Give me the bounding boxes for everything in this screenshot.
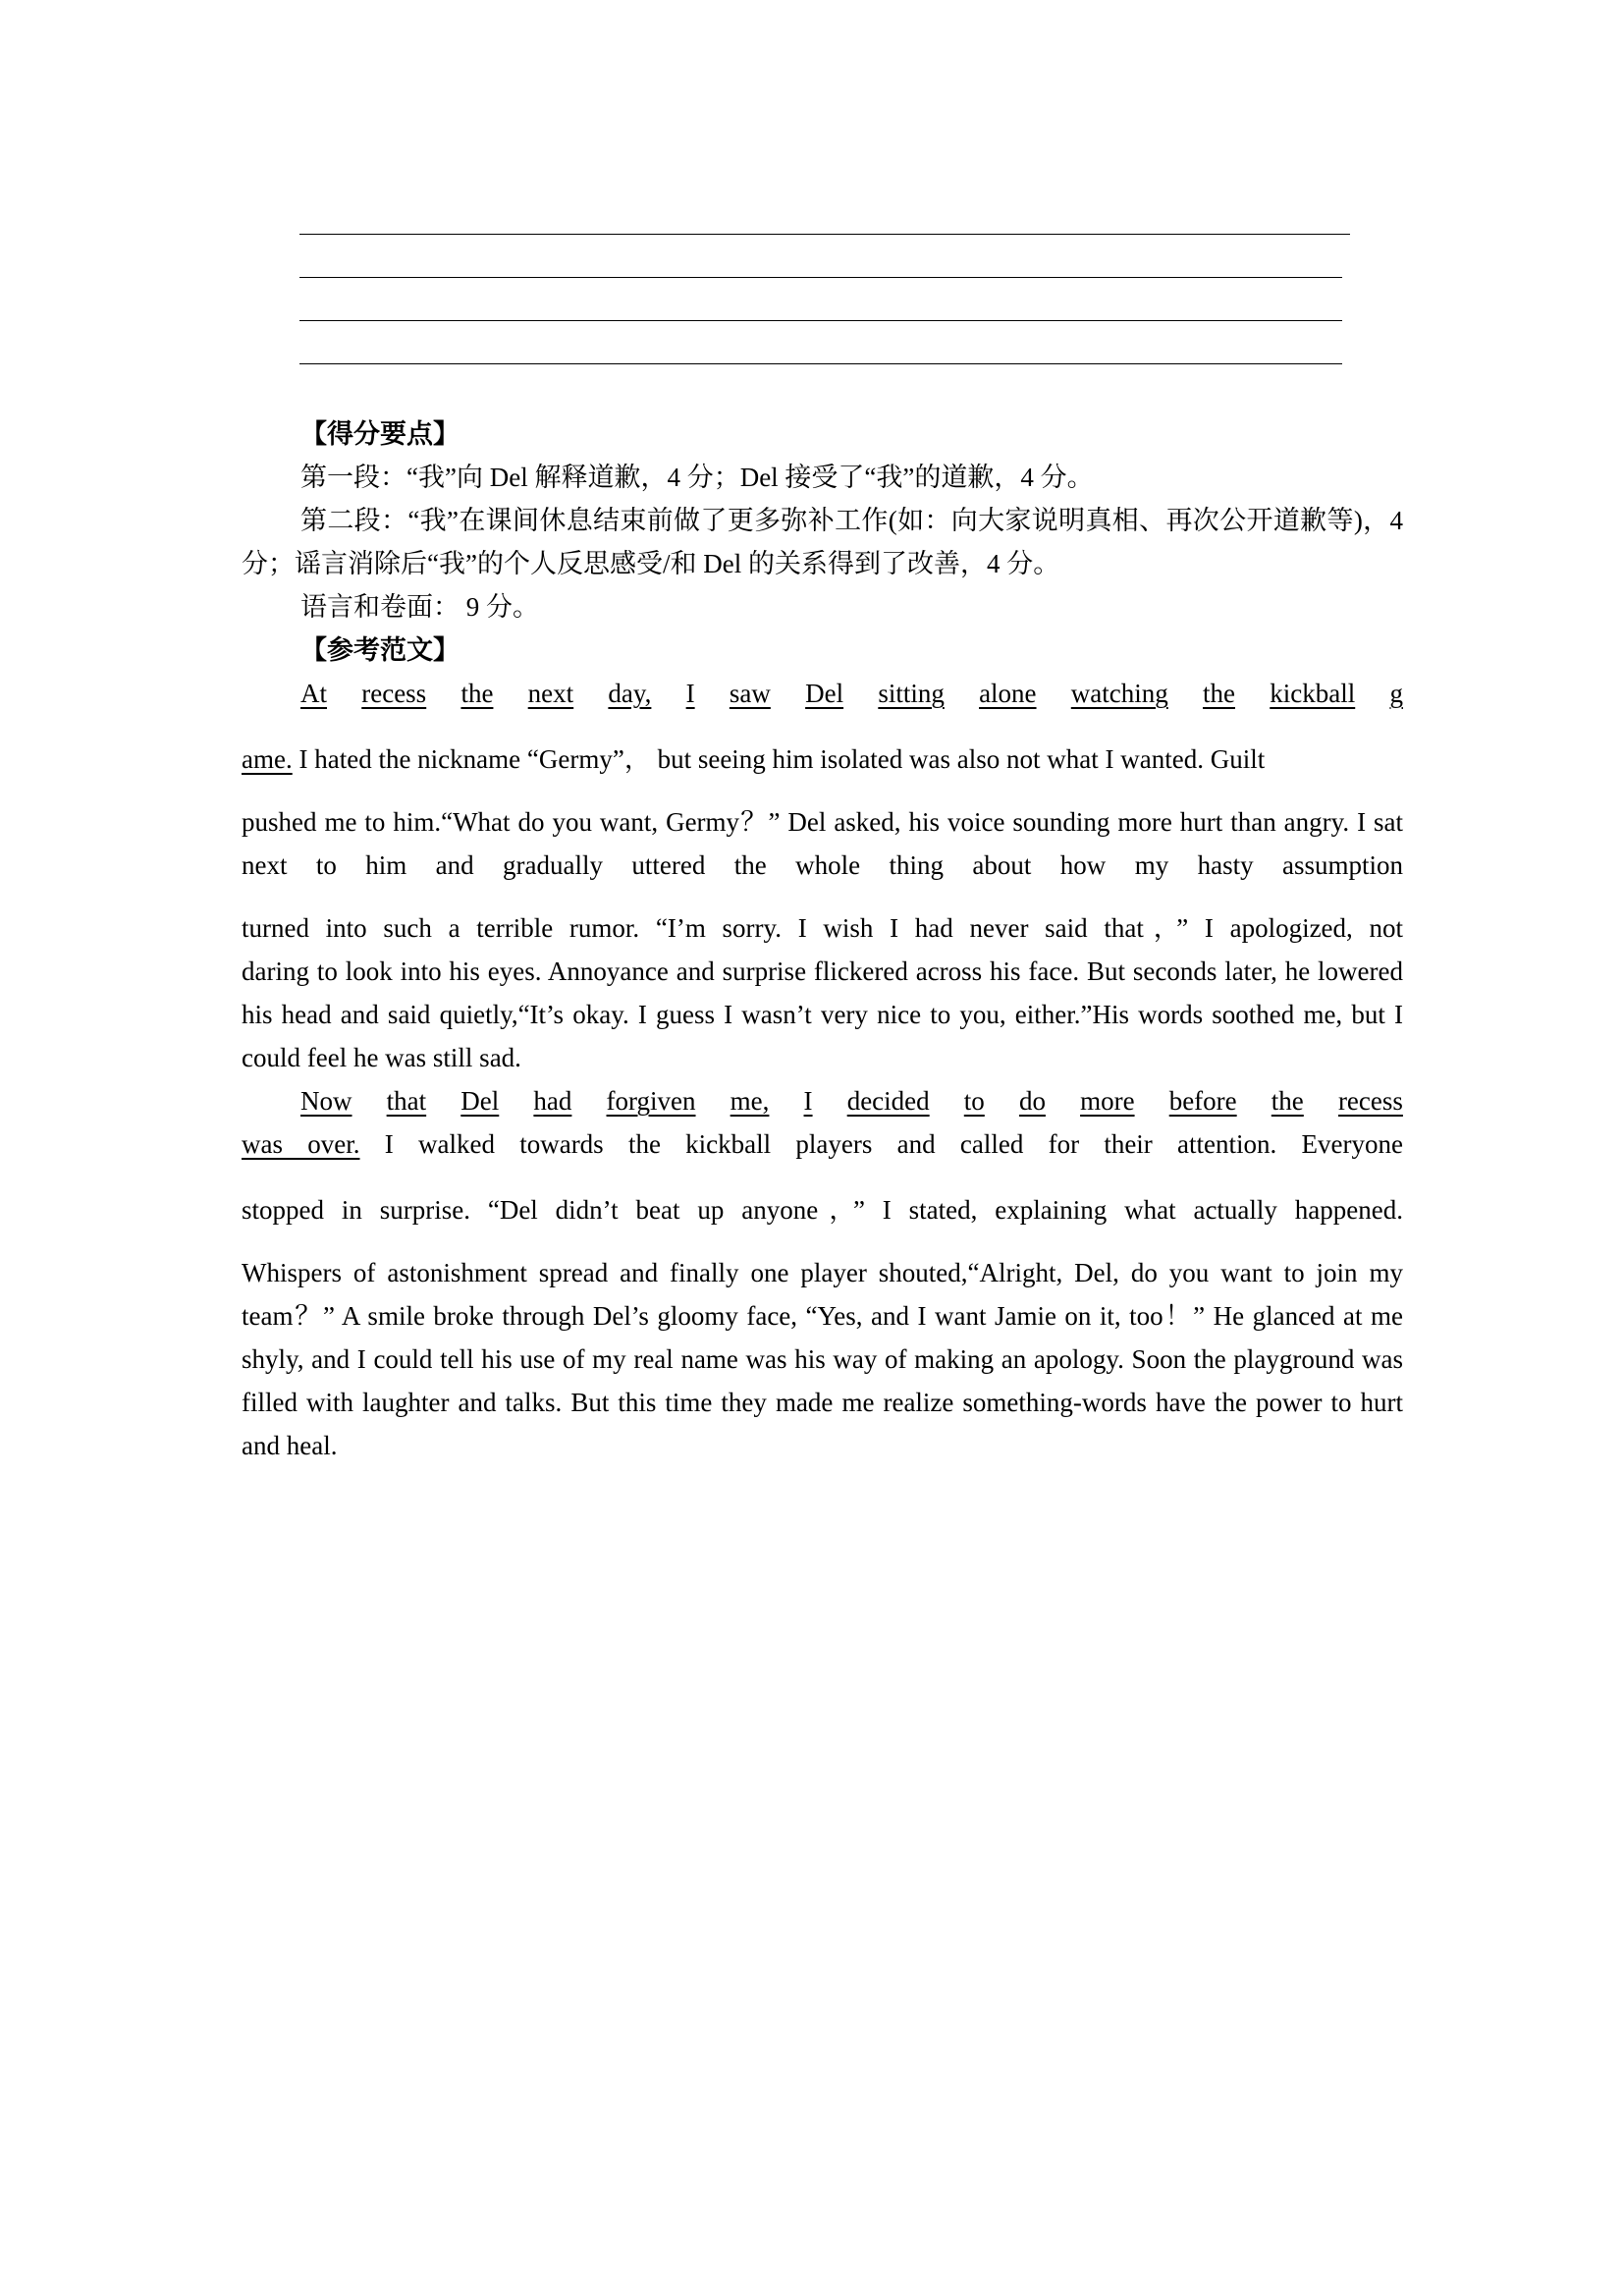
prompt-word: to bbox=[963, 1086, 985, 1116]
scoring-para1: 第一段：“我”向 Del 解释道歉，4 分；Del 接受了“我”的道歉，4 分。 bbox=[300, 463, 1094, 492]
essay-text: I walked towards the kickball players and called for their attention. Everyone bbox=[359, 1129, 1403, 1159]
essay-text: stopped in surprise. “Del didn’t beat up anyone，” I stated, explaining what actually happened. bbox=[242, 1195, 1403, 1225]
prompt-word: kickball bbox=[1270, 679, 1356, 708]
prompt-word: more bbox=[1080, 1086, 1135, 1116]
prompt-1-words bbox=[300, 672, 1403, 715]
prompt-word: next bbox=[527, 679, 574, 708]
prompt-word: watching bbox=[1070, 679, 1168, 708]
essay-para2-line2 bbox=[242, 1122, 1403, 1166]
prompt-word: had bbox=[533, 1086, 572, 1116]
prompt-word: that bbox=[386, 1086, 427, 1116]
prompt-word: alone bbox=[979, 679, 1037, 708]
prompt-word: saw bbox=[729, 679, 771, 708]
essay-text: pushed me to him.“What do you want, Germy？” Del asked, his voice sounding more hurt than angry. I sat next to him and gradually uttered the whole thing about how my hasty assumption bbox=[242, 807, 1403, 880]
prompt-word: g bbox=[1389, 679, 1403, 708]
prompt-word: the bbox=[1203, 679, 1235, 708]
prompt-word: Del bbox=[805, 679, 844, 708]
scoring-heading: 【得分要点】 bbox=[300, 419, 460, 449]
prompt-word: sitting bbox=[878, 679, 945, 708]
prompt-1-tail: ame. bbox=[242, 744, 293, 774]
prompt-2-tail: was over. bbox=[242, 1129, 360, 1159]
scoring-para2: 第二段：“我”在课间休息结束前做了更多弥补工作(如：向大家说明真相、再次公开道歉等)，4 分；谣言消除后“我”的个人反思感受/和 Del 的关系得到了改善，4 分。 bbox=[242, 506, 1403, 578]
scoring-language: 语言和卷面： 9 分。 bbox=[300, 592, 539, 622]
prompt-2-words bbox=[300, 1079, 1403, 1122]
essay-text: daring to look into his eyes. Annoyance and surprise flickered across his face. But seconds later, he lowered his head and said quietly,“It’s okay. I guess I wasn’t very nice to you, either.”His words soothed me, but I could feel he was still sad. bbox=[242, 957, 1403, 1072]
prompt-word: At bbox=[300, 679, 327, 708]
essay-para1-line2 bbox=[242, 738, 1403, 781]
prompt-line-1 bbox=[242, 672, 1403, 715]
prompt-word: me, bbox=[730, 1086, 770, 1116]
prompt-word: before bbox=[1168, 1086, 1237, 1116]
prompt-word: I bbox=[685, 679, 695, 708]
prompt-line-2 bbox=[242, 1079, 1403, 1122]
essay-text: I hated the nickname “Germy”， but seeing him isolated was also not what I wanted. Guilt bbox=[292, 744, 1266, 774]
prompt-word: Now bbox=[300, 1086, 352, 1116]
answer-line bbox=[299, 320, 1342, 321]
prompt-word: do bbox=[1018, 1086, 1046, 1116]
prompt-word: Del bbox=[460, 1086, 500, 1116]
prompt-word: recess bbox=[361, 679, 427, 708]
prompt-word: the bbox=[460, 679, 494, 708]
prompt-word: recess bbox=[1337, 1086, 1403, 1116]
essay-heading: 【参考范文】 bbox=[300, 635, 460, 665]
prompt-word: day, bbox=[608, 679, 652, 708]
answer-line bbox=[299, 363, 1342, 364]
essay-text: Whispers of astonishment spread and finally one player shouted,“Alright, Del, do you want to join my team？” A smile broke through Del’s gloomy face, “Yes, and I want Jamie on it, too！” He glanced at me shyly, and I could tell his use of my real name was his way of making an apology. Soon the playground was filled with laughter and talks. But this time they made me realize something-words have the power to hurt and heal. bbox=[242, 1258, 1403, 1460]
answer-line bbox=[299, 234, 1350, 235]
prompt-word: the bbox=[1271, 1086, 1304, 1116]
prompt-word: I bbox=[803, 1086, 813, 1116]
essay-text: turned into such a terrible rumor. “I’m sorry. I wish I had never said that，” I apologized, not bbox=[242, 913, 1403, 943]
document-body bbox=[242, 412, 1403, 1467]
answer-line bbox=[299, 277, 1342, 278]
prompt-word: decided bbox=[846, 1086, 930, 1116]
prompt-word: forgiven bbox=[606, 1086, 696, 1116]
